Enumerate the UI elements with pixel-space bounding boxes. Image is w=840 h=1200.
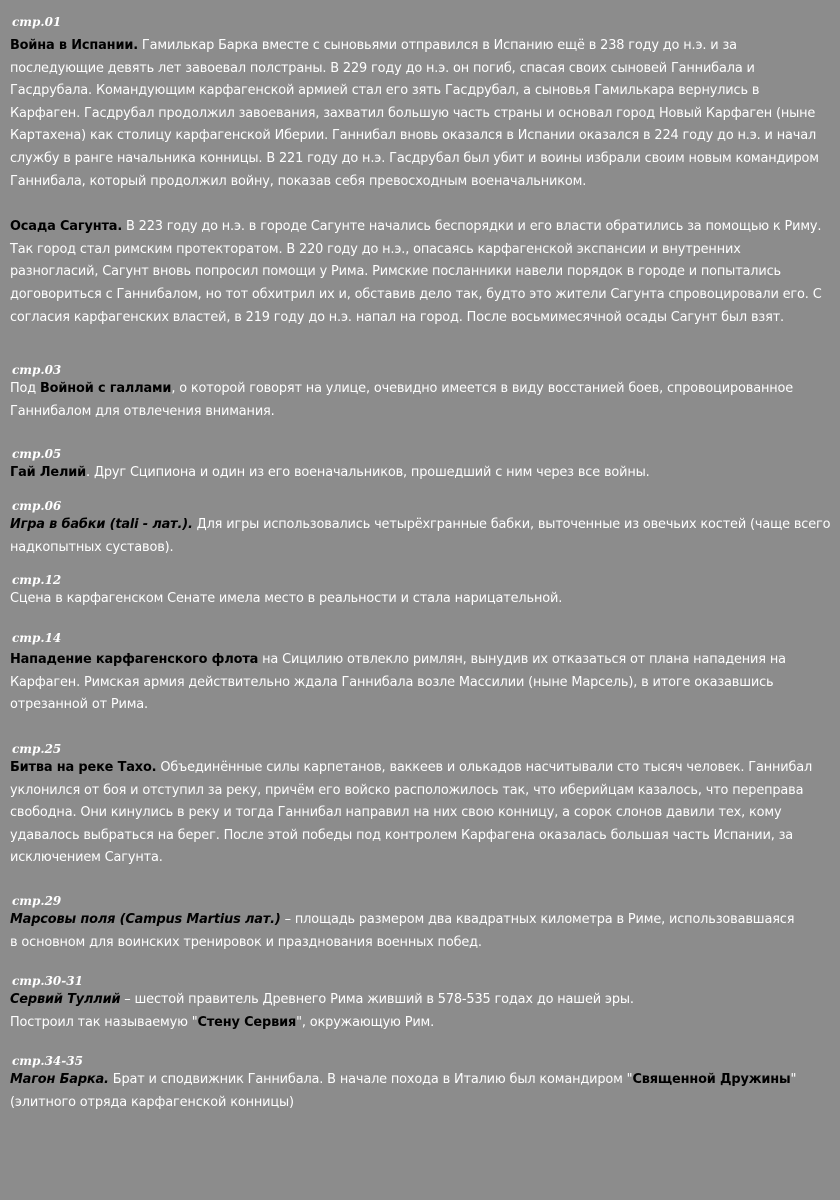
- page-reference: стр.01: [12, 15, 62, 29]
- note-paragraph: [10, 588, 832, 611]
- page-reference: стр.12: [12, 573, 62, 587]
- note-entry-01: [10, 14, 832, 329]
- note-entry-29: [10, 893, 832, 954]
- note-text: Под: [10, 381, 40, 396]
- note-heading: Осада Сагунта.: [10, 219, 123, 235]
- note-heading: Игра в бабки (tali - лат.).: [10, 517, 193, 532]
- note-paragraph: [10, 514, 832, 559]
- page-reference: стр.30-31: [12, 974, 83, 988]
- note-heading: Войной с галлами: [40, 381, 172, 396]
- note-text: – шестой правитель Древнего Рима живший в 578-535 годах до нашей эры.: [120, 992, 634, 1007]
- note-text: . Друг Сципиона и один из его военачальников, прошедший с ним через все войны.: [86, 465, 650, 480]
- note-paragraph: [10, 35, 832, 193]
- note-heading: Марсовы поля (Campus Martius лат.): [10, 912, 281, 927]
- note-entry-12: [10, 572, 832, 611]
- note-text: ", окружающую Рим.: [296, 1014, 435, 1030]
- note-text: Для игры использовались четырёхгранные бабки, выточенные из овечьих костей (чаще всего надкопытных суставов).: [10, 517, 831, 555]
- note-text: на Сицилию отвлекло римлян, вынудив их отказаться от плана нападения на Карфаген. Римская армия действительно ждала Ганнибала возле Массилии (ныне Марсель), в итоге оказавшись отрезанной от Рима.: [10, 652, 786, 713]
- note-text: Брат и сподвижник Ганнибала. В начале похода в Италию был командиром ": [108, 1072, 633, 1087]
- note-highlight: Стену Сервия: [197, 1014, 297, 1030]
- page-reference: стр.14: [12, 631, 62, 645]
- note-text: Сцена в карфагенском Сенате имела место в реальности и стала нарицательной.: [10, 591, 563, 606]
- note-highlight: Священной Дружины: [632, 1072, 791, 1087]
- note-heading: Гай Лелий: [10, 465, 87, 480]
- page-reference: стр.05: [12, 447, 62, 461]
- note-entry-06: [10, 498, 832, 559]
- note-paragraph: [10, 757, 832, 870]
- note-paragraph: [10, 378, 832, 423]
- note-text: Построил так называемую ": [10, 1014, 198, 1030]
- note-text: " (элитного отряда карфагенской конницы): [10, 1072, 797, 1110]
- note-entry-34-35: [10, 1053, 832, 1114]
- note-paragraph: [10, 1069, 832, 1114]
- note-text: Гамилькар Барка вместе с сыновьями отправился в Испанию ещё в 238 году до н.э. и за последующие девять лет завоевал полстраны. В 229 году до н.э. он погиб, спасая своих сыновей Ганнибала и Гасдрубала. Командующим карфагенской армией стал его зять Гасдрубал, а сыновья Гамилькара вернулись в Карфаген. Гасдрубал продолжил завоевания, захватил большую часть страны и основал город Новый Карфаген (ныне Картахена) как столицу карфагенской Иберии. Ганнибал вновь оказался в Испании оказался в 224 году до н.э. и начал службу в ранге начальника конницы. В 221 году до н.э. Гасдрубал был убит и воины избрали своим новым командиром Ганнибала, который продолжил войну, показав себя превосходным военачальником.: [10, 38, 819, 189]
- note-entry-03: [10, 362, 832, 423]
- note-paragraph: [10, 649, 832, 717]
- note-entry-05: [10, 446, 832, 485]
- page-reference: стр.34-35: [12, 1054, 83, 1068]
- page-reference: стр.03: [12, 363, 62, 377]
- note-heading: Битва на реке Тахо.: [10, 760, 157, 775]
- note-heading: Сервий Туллий: [10, 992, 121, 1007]
- note-paragraph: [10, 216, 832, 329]
- note-paragraph: [10, 989, 832, 1034]
- note-text: Объединённые силы карпетанов, ваккеев и олькадов насчитывали сто тысяч человек. Ганнибал уклонился от боя и отступил за реку, причём его войско расположилось так, что иберийцам казалось, что переправа свободна. Они кинулись в реку и тогда Ганнибал направил на них свою конницу, а сорок слонов давили тех, кому удавалось выбраться на берег. После этой победы под контролем Карфагена оказалась большая часть Испании, за исключением Сагунта.: [10, 760, 813, 866]
- note-entry-25: [10, 741, 832, 870]
- note-text: – площадь размером два квадратных километра в Риме, использовавшаяся в основном для воинских тренировок и празднования военных побед.: [10, 912, 795, 950]
- note-text: В 223 году до н.э. в городе Сагунте начались беспорядки и его власти обратились за помощью к Риму. Так город стал римским протекторатом. В 220 году до н.э., опасаясь карфагенской экспансии и внутренних разногласий, Сагунт вновь попросил помощи у Рима. Римские посланники навели порядок в городе и попытались договориться с Ганнибалом, но тот обхитрил их и, обставив дело так, будто это жители Сагунта спровоцировали его. С согласия карфагенских властей, в 219 году до н.э. напал на город. После восьмимесячной осады Сагунт был взят.: [10, 219, 822, 325]
- note-heading: Магон Барка.: [10, 1072, 109, 1087]
- note-heading: Война в Испании.: [10, 38, 138, 53]
- page-reference: стр.06: [12, 499, 62, 513]
- page-reference: стр.25: [12, 742, 62, 756]
- note-heading: Нападение карфагенского флота: [10, 652, 259, 667]
- page-reference: стр.29: [12, 894, 62, 908]
- note-text: , о которой говорят на улице, очевидно имеется в виду восстанией боев, спровоцированное Ганнибалом для отвлечения внимания.: [10, 381, 794, 419]
- note-paragraph: [10, 462, 832, 485]
- note-entry-14: [10, 630, 832, 717]
- note-entry-30-31: [10, 973, 832, 1034]
- note-paragraph: [10, 909, 800, 954]
